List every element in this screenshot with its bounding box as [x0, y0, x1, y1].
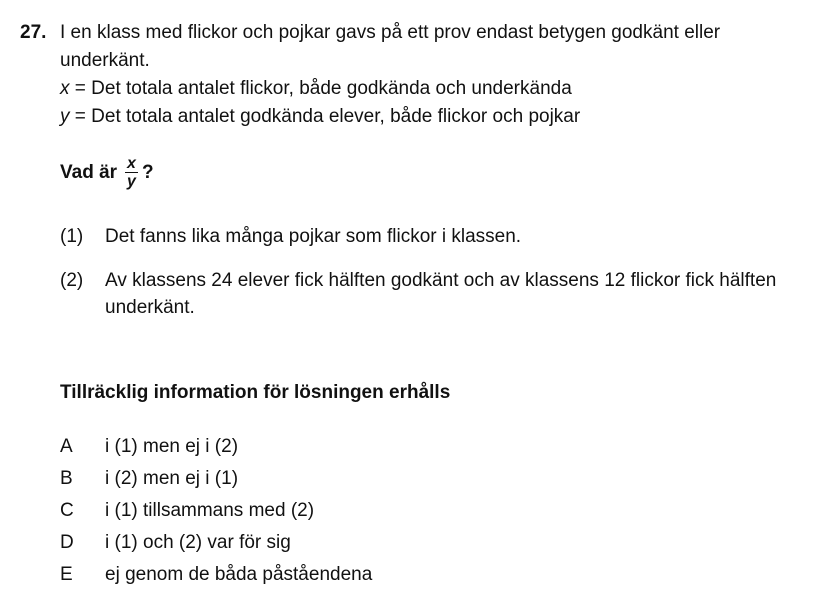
question-mark: ?	[141, 162, 154, 183]
variable-y: y	[60, 106, 70, 127]
question-intro-line-1: I en klass med flickor och pojkar gavs på ett prov endast betygen godkänt eller	[60, 22, 721, 43]
option-a-text: i (1) men ej i (2)	[105, 436, 239, 457]
option-b-letter: B	[60, 468, 73, 489]
definition-x-text: = Det totala antalet flickor, både godkända och underkända	[69, 78, 572, 99]
definition-x	[60, 78, 572, 100]
option-a-letter: A	[60, 436, 73, 457]
statement-1-label: (1)	[60, 226, 84, 247]
option-c-letter: C	[60, 500, 74, 521]
statement-2-text-line-2: underkänt.	[105, 297, 195, 318]
fraction-denominator: y	[127, 173, 136, 190]
definition-y	[60, 106, 580, 128]
question-prompt	[60, 156, 154, 190]
option-d-letter: D	[60, 532, 74, 553]
option-d-text: i (1) och (2) var för sig	[105, 532, 291, 553]
option-e-text: ej genom de båda påståendena	[105, 564, 373, 585]
options-heading: Tillräcklig information för lösningen erhålls	[60, 382, 451, 403]
statement-1-text: Det fanns lika många pojkar som flickor i klassen.	[105, 226, 522, 247]
option-b-text: i (2) men ej i (1)	[105, 468, 239, 489]
question-prompt-prefix: Vad är	[60, 162, 118, 183]
option-e-letter: E	[60, 564, 73, 585]
statement-2-text-line-1: Av klassens 24 elever fick hälften godkänt och av klassens 12 flickor fick hälften	[105, 270, 777, 291]
question-intro-line-2: underkänt.	[60, 50, 150, 71]
variable-x: x	[60, 78, 70, 99]
statement-2-label: (2)	[60, 270, 84, 291]
option-c-text: i (1) tillsammans med (2)	[105, 500, 315, 521]
definition-y-text: = Det totala antalet godkända elever, både flickor och pojkar	[69, 106, 581, 127]
fraction-x-over-y	[125, 156, 138, 190]
question-number: 27.	[20, 22, 47, 43]
fraction-numerator: x	[127, 155, 136, 172]
